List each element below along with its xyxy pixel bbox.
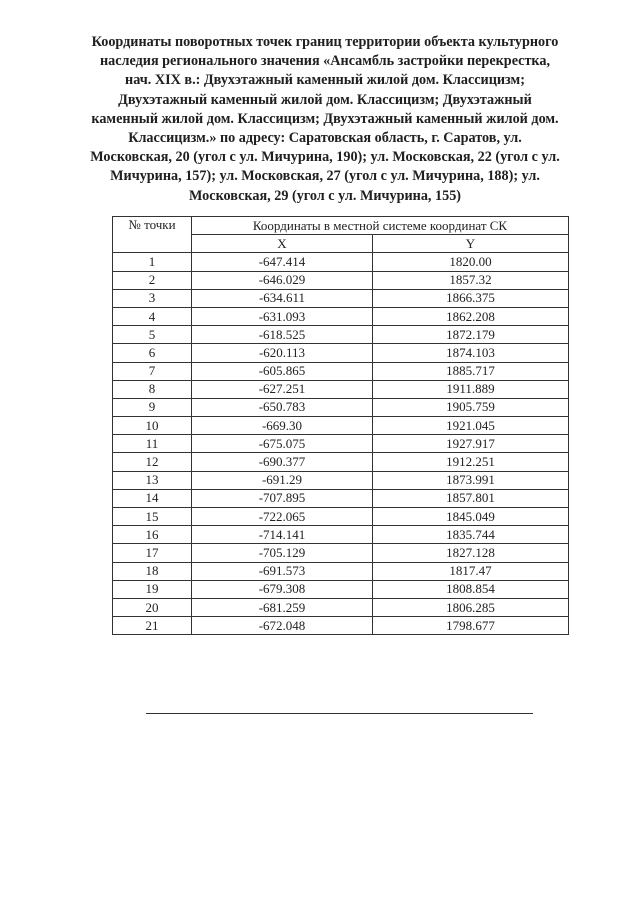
y-coordinate-cell: 1927.917: [373, 435, 569, 453]
point-number-cell: 21: [113, 617, 192, 635]
x-coordinate-cell: -691.29: [192, 471, 373, 489]
x-coordinate-cell: -722.065: [192, 508, 373, 526]
y-coordinate-cell: 1798.677: [373, 617, 569, 635]
table-row: [113, 289, 569, 307]
x-coordinate-cell: -605.865: [192, 362, 373, 380]
point-number-cell: 4: [113, 307, 192, 325]
x-coordinate-cell: -672.048: [192, 617, 373, 635]
signature-line: [146, 713, 533, 714]
x-coordinate-cell: -714.141: [192, 526, 373, 544]
y-coordinate-cell: 1905.759: [373, 398, 569, 416]
y-coordinate-cell: 1827.128: [373, 544, 569, 562]
y-coordinate-cell: 1820.00: [373, 253, 569, 271]
table-row: [113, 417, 569, 435]
x-coordinate-cell: -681.259: [192, 598, 373, 616]
header-y: Y: [373, 235, 569, 253]
point-number-cell: 6: [113, 344, 192, 362]
point-number-cell: 10: [113, 417, 192, 435]
x-coordinate-cell: -675.075: [192, 435, 373, 453]
x-coordinate-cell: -707.895: [192, 489, 373, 507]
y-coordinate-cell: 1862.208: [373, 307, 569, 325]
x-coordinate-cell: -634.611: [192, 289, 373, 307]
point-number-cell: 13: [113, 471, 192, 489]
point-number-cell: 11: [113, 435, 192, 453]
point-number-cell: 18: [113, 562, 192, 580]
table-row: [113, 508, 569, 526]
x-coordinate-cell: -691.573: [192, 562, 373, 580]
x-coordinate-cell: -620.113: [192, 344, 373, 362]
point-number-cell: 3: [113, 289, 192, 307]
title-line: Двухэтажный каменный жилой дом. Классицизм; Двухэтажный: [118, 91, 532, 108]
table-row: [113, 598, 569, 616]
x-coordinate-cell: -631.093: [192, 307, 373, 325]
header-x: X: [192, 235, 373, 253]
header-point-number: № точки: [113, 217, 192, 253]
x-coordinate-cell: -705.129: [192, 544, 373, 562]
table-row: [113, 453, 569, 471]
point-number-cell: 19: [113, 580, 192, 598]
point-number-cell: 8: [113, 380, 192, 398]
point-number-cell: 15: [113, 508, 192, 526]
table-row: [113, 398, 569, 416]
y-coordinate-cell: 1857.801: [373, 489, 569, 507]
x-coordinate-cell: -690.377: [192, 453, 373, 471]
title-line: Координаты поворотных точек границ территории объекта культурного: [91, 34, 559, 50]
table-row: [113, 617, 569, 635]
y-coordinate-cell: 1921.045: [373, 417, 569, 435]
table-row: [113, 435, 569, 453]
document-title: [60, 33, 590, 206]
y-coordinate-cell: 1912.251: [373, 453, 569, 471]
x-coordinate-cell: -650.783: [192, 398, 373, 416]
table-row: [113, 562, 569, 580]
y-coordinate-cell: 1857.32: [373, 271, 569, 289]
y-coordinate-cell: 1845.049: [373, 508, 569, 526]
x-coordinate-cell: -646.029: [192, 271, 373, 289]
table-row: [113, 271, 569, 289]
table-row: [113, 526, 569, 544]
title-line: нач. XIX в.: Двухэтажный каменный жилой дом. Классицизм;: [125, 72, 525, 89]
point-number-cell: 12: [113, 453, 192, 471]
y-coordinate-cell: 1873.991: [373, 471, 569, 489]
table-row: [113, 307, 569, 325]
table-row: [113, 471, 569, 489]
table-row: [113, 362, 569, 380]
title-line: наследия регионального значения «Ансамбль застройки перекрестка,: [99, 53, 551, 70]
point-number-cell: 2: [113, 271, 192, 289]
title-line: Мичурина, 157); ул. Московская, 27 (угол с ул. Мичурина, 188); ул.: [110, 168, 540, 185]
x-coordinate-cell: -679.308: [192, 580, 373, 598]
title-line: Московская, 29 (угол с ул. Мичурина, 155): [188, 187, 462, 204]
y-coordinate-cell: 1817.47: [373, 562, 569, 580]
title-line: Московская, 20 (угол с ул. Мичурина, 190); ул. Московская, 22 (угол с ул.: [90, 149, 560, 166]
y-coordinate-cell: 1872.179: [373, 326, 569, 344]
table-row: [113, 544, 569, 562]
coordinates-table: [112, 216, 569, 635]
y-coordinate-cell: 1866.375: [373, 289, 569, 307]
point-number-cell: 7: [113, 362, 192, 380]
point-number-cell: 20: [113, 598, 192, 616]
table-body: [113, 253, 569, 635]
point-number-cell: 16: [113, 526, 192, 544]
table-row: [113, 489, 569, 507]
point-number-cell: 1: [113, 253, 192, 271]
point-number-cell: 14: [113, 489, 192, 507]
y-coordinate-cell: 1806.285: [373, 598, 569, 616]
x-coordinate-cell: -647.414: [192, 253, 373, 271]
header-coordinate-system: Координаты в местной системе координат СК: [192, 217, 569, 235]
title-line: Классицизм.» по адресу: Саратовская область, г. Саратов, ул.: [128, 130, 522, 147]
point-number-cell: 5: [113, 326, 192, 344]
table-row: [113, 580, 569, 598]
point-number-cell: 9: [113, 398, 192, 416]
x-coordinate-cell: -669.30: [192, 417, 373, 435]
point-number-cell: 17: [113, 544, 192, 562]
y-coordinate-cell: 1885.717: [373, 362, 569, 380]
table-row: [113, 380, 569, 398]
y-coordinate-cell: 1808.854: [373, 580, 569, 598]
y-coordinate-cell: 1835.744: [373, 526, 569, 544]
y-coordinate-cell: 1874.103: [373, 344, 569, 362]
x-coordinate-cell: -618.525: [192, 326, 373, 344]
table-row: [113, 344, 569, 362]
title-line: каменный жилой дом. Классицизм; Двухэтажный каменный жилой дом.: [91, 110, 559, 127]
y-coordinate-cell: 1911.889: [373, 380, 569, 398]
x-coordinate-cell: -627.251: [192, 380, 373, 398]
table-row: [113, 253, 569, 271]
table-row: [113, 326, 569, 344]
